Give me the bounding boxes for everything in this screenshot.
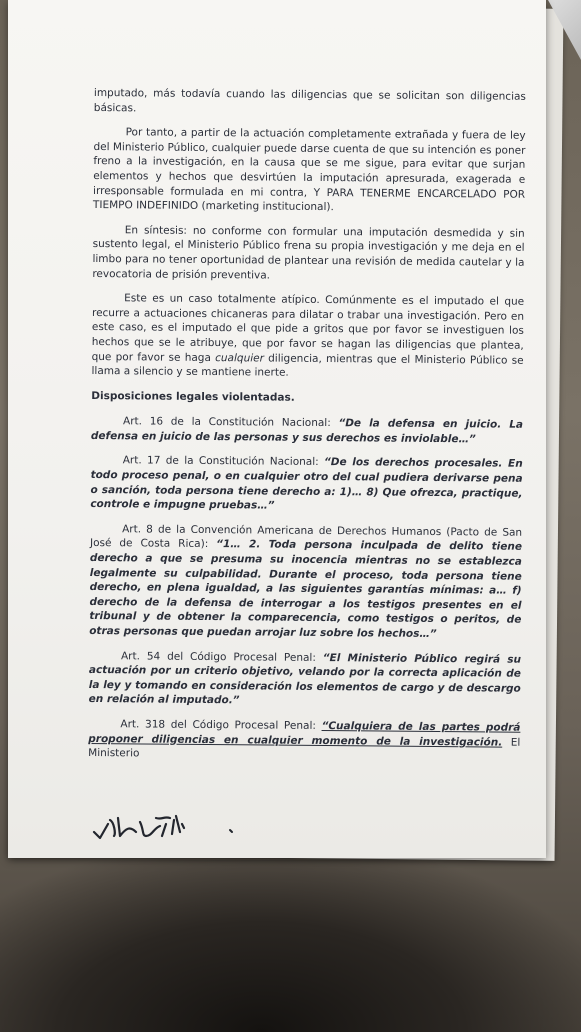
paragraph-4-text-b: diligencia, mientras que el Ministerio Público se llama a silencio y se mantiene inerte.: [91, 351, 524, 379]
article-318-lead: Art. 318 del Código Procesal Penal:: [120, 718, 322, 732]
article-318-tail: El Ministerio: [88, 736, 521, 760]
paragraph-2: Por tanto, a partir de la actuación completamente extrañada y fuera de ley del Ministerio Público, cualquier puede darse cuenta de que su intención es poner freno a la investigación, en la causa que se me sigue, para evitar que surjan elementos y hechos que desvirtúen la imputación apresurada, exagerada e irresponsable formulada en mi contra, Y PARA TENERME ENCARCELADO POR TIEMPO INDEFINIDO (marketing institucional).: [92, 126, 526, 214]
article-16: [91, 414, 523, 447]
article-318-quote: “Cualquiera de las partes podrá proponer diligencias en cualquier momento de la investigación.: [88, 719, 521, 749]
paragraph-4-text-a: Este es un caso totalmente atípico. Comúnmente es el imputado el que recurre a actuaciones chicaneras para dilatar o trabar una investigación. Pero en este caso, es el imputado el que pide a gritos que por favor se investiguen los hechos que se le atribuye, que por favor se hagan las diligencias que plantea, que por favor se haga: [91, 292, 525, 364]
article-17-quote: “De los derechos procesales. En todo proceso penal, o en cualquier otro del cual pudiera derivarse pena o sanción, toda persona tiene derecho a: 1)… 8) Que ofrezca, practique, controle e impugne pruebas…”: [90, 456, 523, 512]
article-8-quote: “1… 2. Toda persona inculpada de delito tiene derecho a que se presuma su inocencia mientras no se establezca legalmente su culpabilidad. Durante el proceso, toda persona tiene derecho, en plena igualdad, a las siguientes garantías mínimas: a… f) derecho de la defensa de interrogar a los testigos presentes en el tribunal y de obtener la comparecencia, como testigos o peritos, de otras personas que puedan arrojar luz sobre los hechos…”: [89, 538, 523, 641]
article-8: [89, 522, 522, 643]
document-page: [8, 0, 546, 858]
paragraph-3: En síntesis: no conforme con formular una imputación desmedida y sin sustento legal, el Ministerio Público frena su propia investigación y me deja en el limbo para no tener oportunidad de plantear una revisión de medida cautelar y la revocatoria de prisión preventiva.: [92, 224, 525, 282]
article-17-lead: Art. 17 de la Constitución Nacional:: [122, 454, 325, 469]
article-17: [90, 453, 522, 515]
background-shadow: [0, 860, 581, 1032]
article-54-lead: Art. 54 del Código Procesal Penal:: [120, 649, 323, 664]
article-8-lead: Art. 8 de la Convención Americana de Derechos Humanos (Pacto de San José de Costa Rica):: [89, 523, 523, 551]
article-54: [89, 649, 521, 711]
article-16-lead: Art. 16 de la Constitución Nacional:: [123, 415, 339, 430]
signature-icon: [90, 806, 260, 842]
document-body: [88, 86, 526, 774]
article-16-quote: “De la defensa en juicio. La defensa en juicio de las personas y sus derechos es inviolable…”: [90, 417, 524, 446]
paragraph-1: imputado, más todavía cuando las diligencias que se solicitan son diligencias básicas.: [93, 86, 526, 114]
paragraph-4-emphasis: cualquier: [215, 351, 264, 364]
paragraph-4: [91, 291, 524, 382]
article-318: [88, 717, 520, 765]
section-heading: Disposiciones legales violentadas.: [91, 389, 295, 404]
article-54-quote: “El Ministerio Público regirá su actuación por un criterio objetivo, velando por la correcta aplicación de la ley y tomando en consideración los elementos de cargo y de descargo en relación al imputado.”: [88, 651, 522, 707]
